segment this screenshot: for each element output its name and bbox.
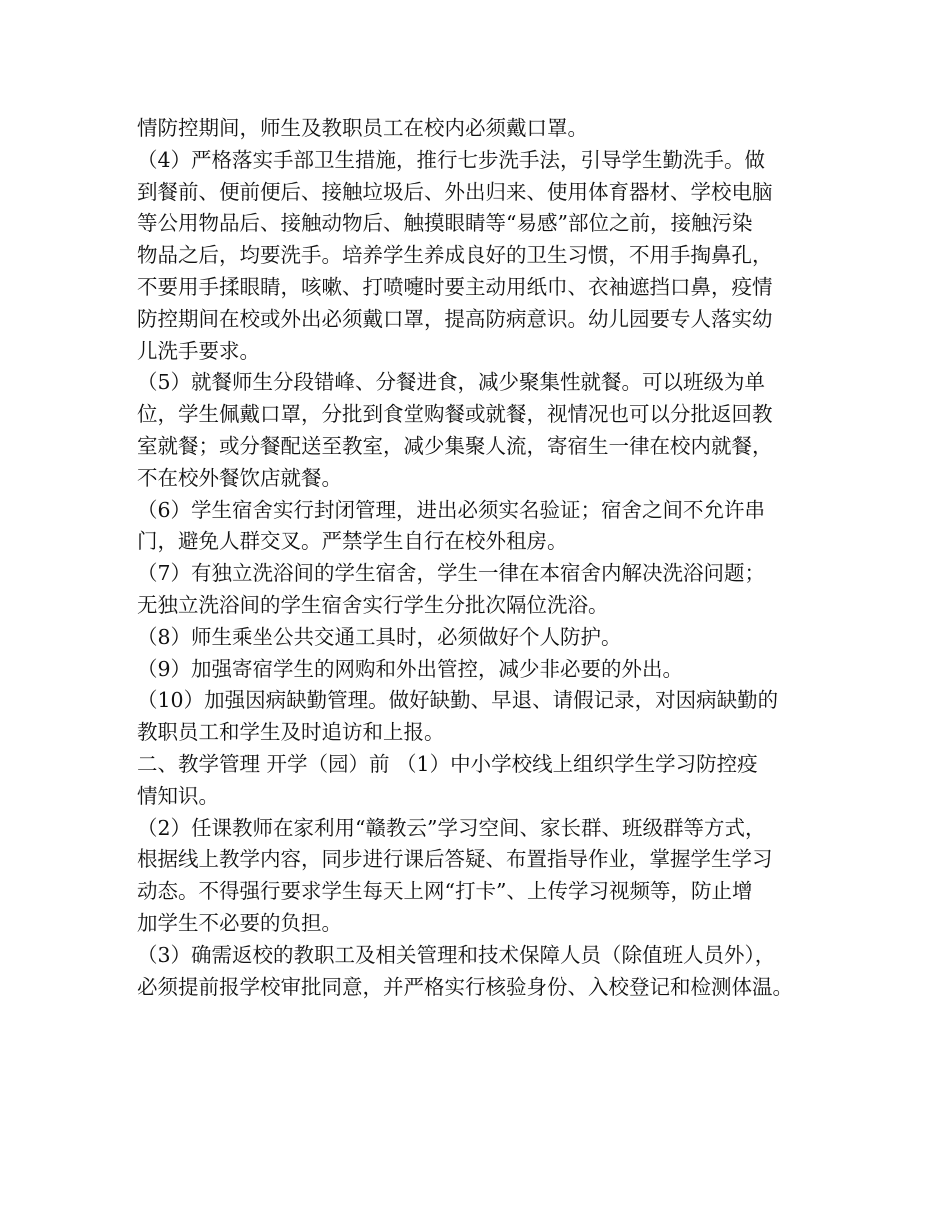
text-line: 等公用物品后、接触动物后、触摸眼睛等“易感”部位之前，接触污染 [137,211,753,236]
text-line: （10）加强因病缺勤管理。做好缺勤、早退、请假记录，对因病缺勤的 [137,688,779,713]
text-line: 动态。不得强行要求学生每天上网“打卡”、上传学习视频等，防止增 [137,879,753,904]
text-line: 情知识。 [137,783,219,808]
document-body [137,113,827,1003]
text-line: 教职员工和学生及时追访和上报。 [137,720,445,745]
text-line: 不要用手揉眼睛，咳嗽、打喷嚏时要主动用纸巾、衣袖遮挡口鼻，疫情 [137,274,773,299]
text-line: （9）加强寄宿学生的网购和外出管控，减少非必要的外出。 [137,656,684,681]
text-line: 位，学生佩戴口罩，分批到食堂购餐或就餐，视情况也可以分批返回教 [137,402,773,427]
text-line: 到餐前、便前便后、接触垃圾后、外出归来、使用体育器材、学校电脑 [137,179,773,204]
text-line: （3）确需返校的教职工及相关管理和技术保障人员（除值班人员外）， [137,942,776,967]
text-line: 无独立洗浴间的学生宿舍实行学生分批次隔位洗浴。 [137,592,609,617]
text-line: 必须提前报学校审批同意，并严格实行核验身份、入校登记和检测体温。 [137,974,793,999]
text-line: 加学生不必要的负担。 [137,910,342,935]
text-line: （5）就餐师生分段错峰、分餐进食，减少聚集性就餐。可以班级为单 [137,370,766,395]
text-line: 防控期间在校或外出必须戴口罩，提高防病意识。幼儿园要专人落实幼 [137,306,773,331]
text-line: 根据线上教学内容，同步进行课后答疑、布置指导作业，掌握学生学习 [137,847,773,872]
text-line: （4）严格落实手部卫生措施，推行七步洗手法，引导学生勤洗手。做 [137,147,766,172]
text-line: 儿洗手要求。 [137,338,260,363]
text-line: 不在校外餐饮店就餐。 [137,465,342,490]
text-line: 情防控期间，师生及教职员工在校内必须戴口罩。 [137,116,588,140]
text-line: （2）任课教师在家利用“赣教云”学习空间、家长群、班级群等方式， [137,815,766,840]
text-line: （7）有独立洗浴间的学生宿舍，学生一律在本宿舍内解决洗浴问题； [137,561,766,586]
text-line: 二、教学管理 开学（园）前 （1）中小学校线上组织学生学习防控疫 [137,751,758,776]
text-line: （6）学生宿舍实行封闭管理，进出必须实名验证；宿舍之间不允许串 [137,497,766,522]
text-line: 室就餐；或分餐配送至教室，减少集聚人流，寄宿生一律在校内就餐， [137,433,773,458]
text-line: （8）师生乘坐公共交通工具时，必须做好个人防护。 [137,624,622,649]
text-line: 门，避免人群交叉。严禁学生自行在校外租房。 [137,529,568,554]
text-line: 物品之后，均要洗手。培养学生养成良好的卫生习惯，不用手掏鼻孔， [137,243,773,268]
